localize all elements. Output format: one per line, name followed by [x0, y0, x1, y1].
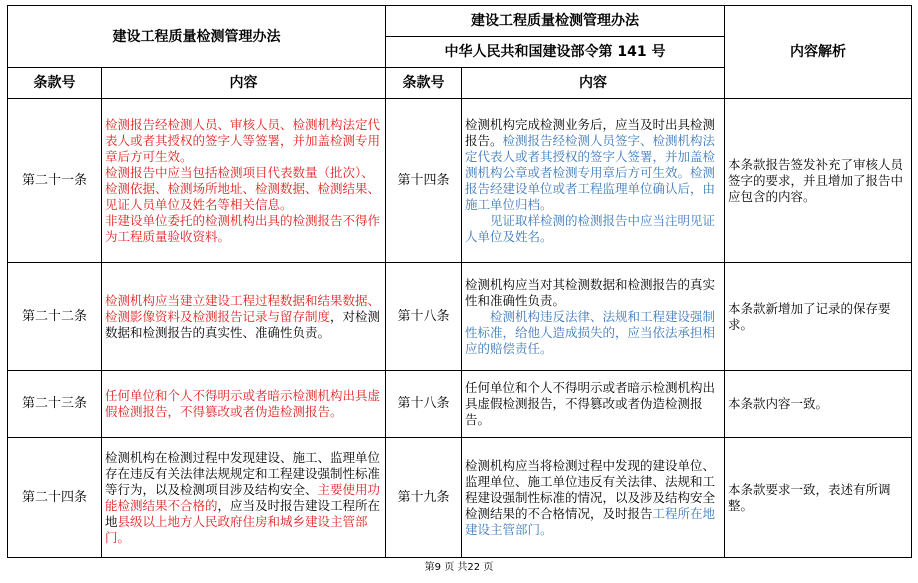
page-number: 9 [434, 562, 442, 573]
right-doc-subtitle: 中华人民共和国建设部令第 141 号 [386, 37, 725, 68]
left-content-cell [102, 263, 386, 371]
text-run: 检测机构应当建立建设工程过程数据和结果数据、检测影像资料及检测报告记录与留存制度 [105, 292, 381, 324]
right-article-cell: 第十九条 [386, 438, 462, 558]
text-run: 检测报告经检测人员签字、检测机构法定代表人或者其授权的签字人签署，并加盖检测机构公章或者检测专用章后方可生效。检测报告经建设单位或者工程监理单位确认后，由施工单位归档。 [465, 132, 716, 212]
left-content-cell [102, 99, 386, 263]
text-run: 检测机构违反法律、法规和工程建设强制性标准，给他人造成损失的，应当依法承担相应的赔偿责任。 [465, 308, 716, 356]
left-article-cell: 第二十二条 [8, 263, 102, 371]
table-row [8, 263, 912, 371]
left-article-header: 条款号 [8, 68, 102, 99]
text-run: ，应当及时报告建设工程所在地 [105, 497, 381, 529]
text-run: 非建设单位委托的检测机构出具的检测报告不得作为工程质量验收资料。 [105, 212, 381, 244]
right-content-header: 内容 [462, 68, 725, 99]
text-run: 工程所在地建设主管部门。 [465, 505, 716, 537]
text-run: 县级以上地方人民政府住房和城乡建设主管部门。 [105, 513, 368, 545]
footer-suffix: 页 [483, 562, 494, 573]
text-run: 检测机构在检测过程中发现建设、施工、监理单位存在违反有关法律法规规定和工程建设强制性标准等行为，以及检测项目涉及结构安全、 [105, 449, 381, 497]
text-run: 任何单位和个人不得明示或者暗示检测机构出具虚假检测报告，不得篡改或者伪造检测报告。 [105, 388, 381, 419]
analysis-header: 内容解析 [725, 6, 912, 99]
right-article-cell: 第十八条 [386, 263, 462, 371]
comparison-table [7, 5, 912, 558]
left-content-cell [102, 438, 386, 558]
total-pages: 22 [467, 562, 481, 573]
table-row [8, 438, 912, 558]
left-doc-title: 建设工程质量检测管理办法 [8, 6, 386, 68]
text-run: 检测机构应当将检测过程中发现的建设单位、监理单位、施工单位违反有关法律、法规和工程建设强制性标准的情况，以及涉及结构安全检测结果的不合格情况，及时报告 [465, 457, 716, 521]
footer-prefix: 第 [424, 562, 435, 573]
right-content-cell [462, 371, 725, 438]
text-run: 任何单位和个人不得明示或者暗示检测机构出具虚假检测报告，不得篡改或者伪造检测报告。 [465, 380, 716, 427]
analysis-cell: 本条款内容一致。 [725, 371, 912, 438]
left-article-cell: 第二十一条 [8, 99, 102, 263]
table-row [8, 371, 912, 438]
page-footer [0, 561, 918, 575]
right-doc-title: 建设工程质量检测管理办法 [386, 6, 725, 37]
right-article-cell: 第十八条 [386, 371, 462, 438]
footer-middle: 页 共 [444, 562, 468, 573]
table-row [8, 99, 912, 263]
right-content-cell [462, 99, 725, 263]
right-content-cell [462, 263, 725, 371]
right-article-cell: 第十四条 [386, 99, 462, 263]
text-run: ，对检测数据和检测报告的真实性、准确性负责。 [105, 308, 381, 340]
text-run: 见证取样检测的检测报告中应当注明见证人单位及姓名。 [465, 212, 716, 244]
analysis-cell: 本条款要求一致，表述有所调整。 [725, 438, 912, 558]
text-run: 检测报告经检测人员、审核人员、检测机构法定代表人或者其授权的签字人等签署，并加盖检测专用章后方可生效。 [105, 116, 381, 164]
right-content-cell [462, 438, 725, 558]
text-run: 检测报告中应当包括检测项目代表数量（批次）、检测依据、检测场所地址、检测数据、检测结果、见证人员单位及姓名等相关信息。 [105, 164, 381, 212]
analysis-cell: 本条款报告签发补充了审核人员签字的要求，并且增加了报告中应包含的内容。 [725, 99, 912, 263]
left-article-cell: 第二十四条 [8, 438, 102, 558]
left-content-cell [102, 371, 386, 438]
right-article-header: 条款号 [386, 68, 462, 99]
text-run: 检测机构完成检测业务后，应当及时出具检测报告。 [465, 116, 716, 148]
analysis-cell: 本条款新增加了记录的保存要求。 [725, 263, 912, 371]
text-run: 检测机构应当对其检测数据和检测报告的真实性和准确性负责。 [465, 276, 716, 308]
text-run: 主要使用功能检测结果不合格的 [105, 481, 381, 513]
left-article-cell: 第二十三条 [8, 371, 102, 438]
left-content-header: 内容 [102, 68, 386, 99]
